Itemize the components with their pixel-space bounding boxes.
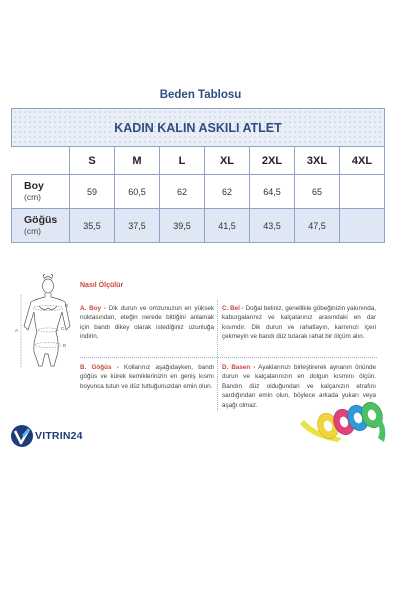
- size-header: L: [160, 147, 205, 175]
- row-label-unit: (cm): [24, 191, 41, 202]
- table-cell: 37,5: [115, 209, 160, 243]
- table-cell: 59: [70, 175, 115, 209]
- column-divider: [217, 300, 218, 411]
- instruction-text: Doğal beliniz, genellikle göbeğinizin yakınında, kaburgalarınız ve kalçalarınız arasındaki en dar kısımdır. Dik durun ve rahatlayın, karnınızı içeri çekmeyin ve bandı düz tutarak rahat bir ölçüm alın.: [222, 305, 376, 341]
- row-label: [12, 209, 70, 243]
- table-row-boy: [12, 175, 385, 209]
- table-cell: 35,5: [70, 209, 115, 243]
- table-cell: 62: [205, 175, 250, 209]
- instruction-text: Ayaklarınızı birleştirerek aynanın önünde durun ve kalçalarınızın en dolgun kısmını ölçün. Bandın düz olduğundan ve kalçanızın etrafını sardığından emin olun, böylece arkada yukarı veya aşağı olmaz.: [222, 364, 376, 409]
- table-cell: [340, 209, 385, 243]
- size-header: 4XL: [340, 147, 385, 175]
- row-divider: [80, 357, 377, 358]
- table-row-gogus: [12, 209, 385, 243]
- page-title: Beden Tablosu: [159, 89, 242, 101]
- size-header-row: [12, 147, 385, 175]
- measuring-tape-image: [298, 398, 390, 448]
- instruction-bel: [222, 304, 376, 342]
- size-header: 3XL: [295, 147, 340, 175]
- size-table: [11, 108, 385, 243]
- table-cell: 43,5: [250, 209, 295, 243]
- row-label-text: Boy: [24, 179, 44, 192]
- figure-letter-d: D: [63, 343, 67, 348]
- product-title: KADIN KALIN ASKILI ATLET: [12, 109, 385, 147]
- brand-name: VITRIN24: [35, 430, 83, 442]
- howto-heading: Nasıl Ölçülür: [80, 282, 124, 289]
- row-label-unit: (cm): [24, 225, 41, 236]
- figure-letter-c: C: [61, 326, 65, 331]
- instruction-key: D. Basen -: [222, 364, 256, 371]
- table-cell: 65: [295, 175, 340, 209]
- table-cell: 62: [160, 175, 205, 209]
- size-header: S: [70, 147, 115, 175]
- instruction-key: B. Göğüs -: [80, 364, 119, 371]
- table-cell: 39,5: [160, 209, 205, 243]
- vitrin-logo-icon: [10, 424, 34, 448]
- row-label-text: Göğüs: [24, 213, 58, 226]
- instruction-gogus: [80, 363, 214, 391]
- table-cell: 47,5: [295, 209, 340, 243]
- size-header: XL: [205, 147, 250, 175]
- figure-letter-a: A: [15, 328, 19, 333]
- table-cell: 64,5: [250, 175, 295, 209]
- brand-logo: [10, 424, 125, 450]
- table-cell: [340, 175, 385, 209]
- instruction-text: Kollarınız aşağıdayken, bandı göğüs ve kürek kemiklerinizin en geniş kısmı boyunca tutun ve düz tuttuğunuzdan emin olun.: [80, 364, 214, 390]
- size-header: 2XL: [250, 147, 295, 175]
- table-cell: 41,5: [205, 209, 250, 243]
- figure-letter-b: B: [65, 303, 69, 308]
- instruction-boy: [80, 304, 214, 342]
- size-header: M: [115, 147, 160, 175]
- instruction-key: A. Boy -: [80, 305, 106, 312]
- table-title-row: [12, 109, 385, 147]
- instruction-key: C. Bel -: [222, 305, 244, 312]
- header-corner: [12, 147, 70, 175]
- instruction-text: Dik durun ve omzunuzun en yüksek noktasından, eteğin nerede bittiğini anlamak için bandı dikey olarak istediğiniz uzunluğa indirin.: [80, 305, 214, 341]
- row-label: [12, 175, 70, 209]
- body-measure-figure: [6, 270, 76, 400]
- table-cell: 60,5: [115, 175, 160, 209]
